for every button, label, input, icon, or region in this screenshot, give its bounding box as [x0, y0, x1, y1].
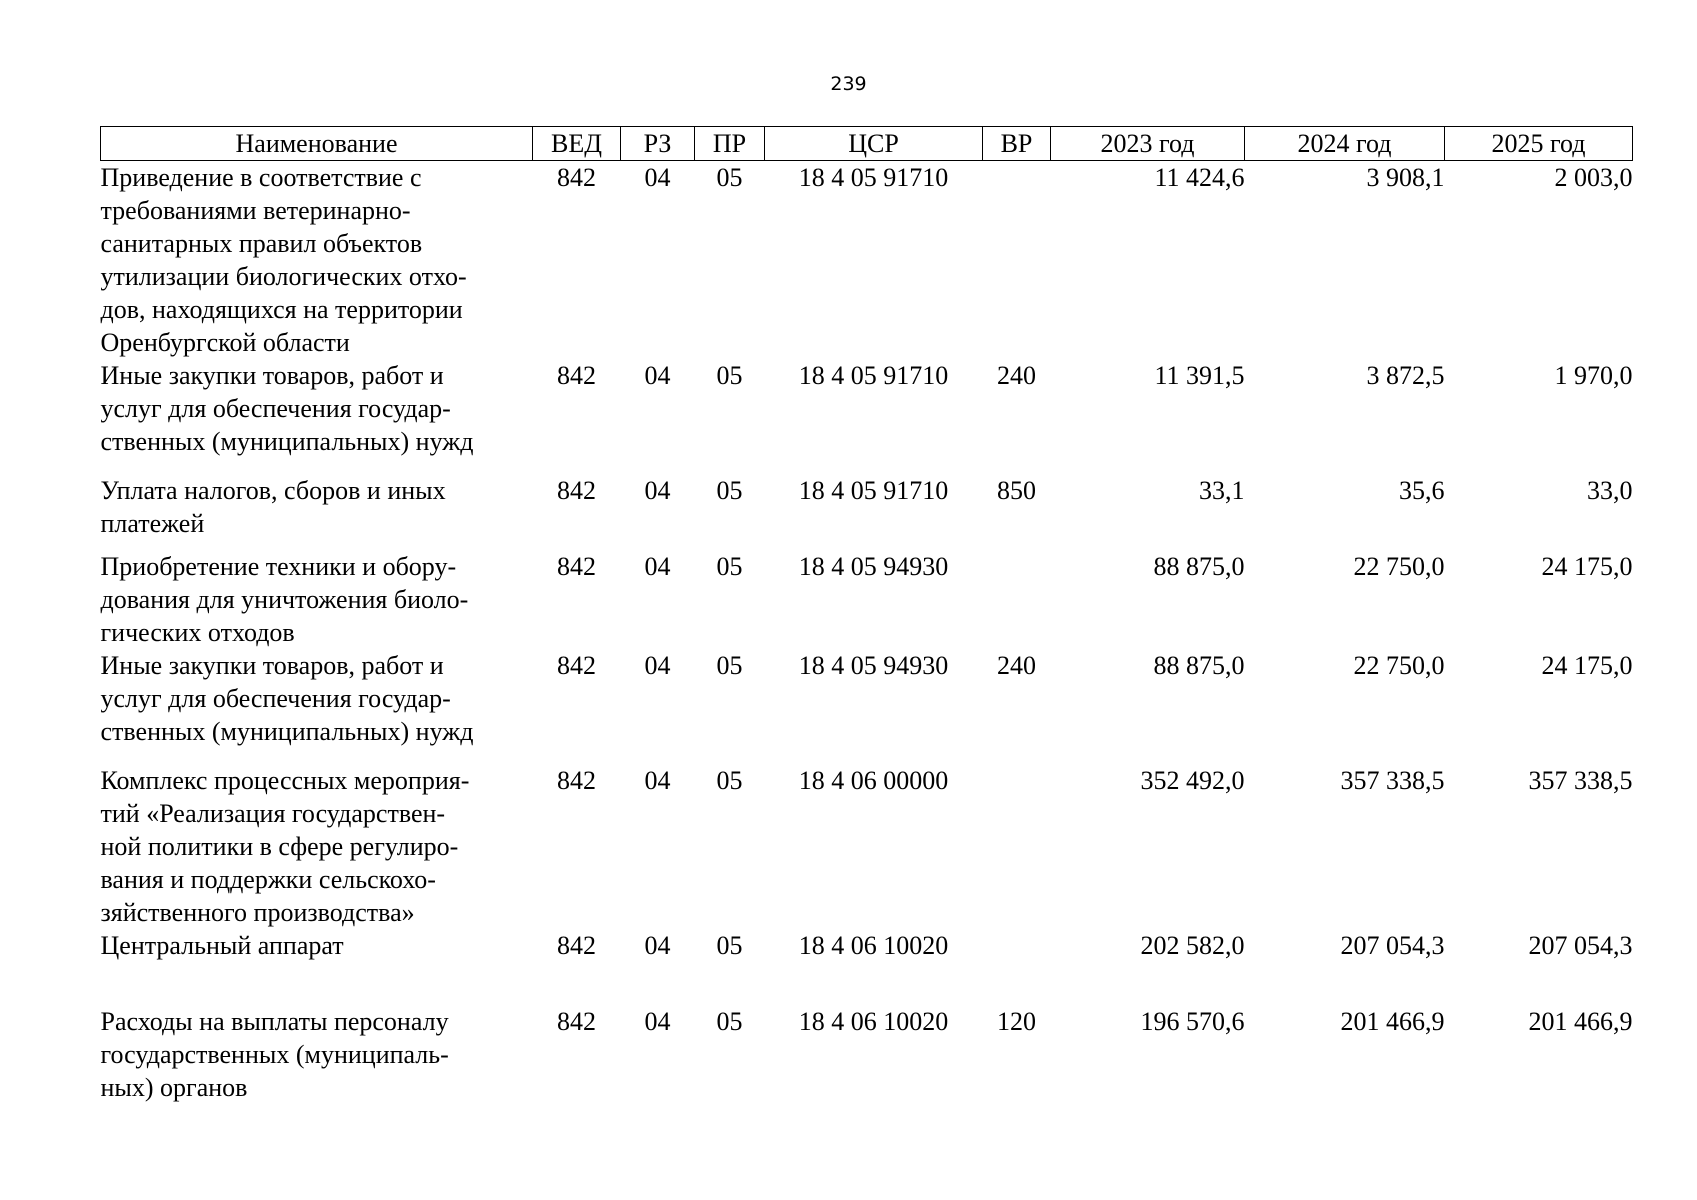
cell-pr: 05: [716, 552, 743, 581]
name-line: ственных (муниципальных) нужд: [100, 427, 474, 456]
cell-vr: 240: [997, 361, 1036, 390]
cell-2024: 22 750,0: [1353, 552, 1445, 581]
cell-2025: 2 003,0: [1554, 163, 1633, 192]
name-line: Иные закупки товаров, работ и: [100, 361, 444, 390]
header-2025: 2025 год: [1445, 127, 1633, 161]
cell-ved: 842: [557, 766, 596, 795]
cell-2025: 1 970,0: [1554, 361, 1633, 390]
cell-2024: 207 054,3: [1340, 931, 1445, 960]
cell-2024: 3 908,1: [1366, 163, 1445, 192]
cell-pr: 05: [716, 931, 743, 960]
cell-rz: 04: [644, 552, 671, 581]
name-line: услуг для обеспечения государ-: [100, 684, 451, 713]
cell-rz: 04: [644, 931, 671, 960]
cell-vr: 120: [997, 1007, 1036, 1036]
row-name: [101, 929, 533, 1005]
cell-rz: 04: [644, 163, 671, 192]
cell-pr: 05: [716, 651, 743, 680]
cell-2023: 88 875,0: [1153, 552, 1245, 581]
cell-2025: 33,0: [1587, 476, 1633, 505]
name-line: Комплекс процессных мероприя-: [100, 766, 470, 795]
cell-pr: 05: [716, 1007, 743, 1036]
name-line: дов, находящихся на территории: [100, 295, 463, 324]
budget-table: [100, 126, 1633, 1105]
cell-ved: 842: [557, 1007, 596, 1036]
name-line: Оренбургской области: [100, 328, 350, 357]
name-line: гических отходов: [100, 618, 295, 647]
cell-vr: [983, 550, 1051, 649]
name-line: Приобретение техники и обору-: [100, 552, 457, 581]
name-line: Расходы на выплаты персоналу: [100, 1007, 449, 1036]
name-line: Приведение в соответствие с: [100, 163, 422, 192]
cell-2025: 201 466,9: [1528, 1007, 1633, 1036]
name-line: Иные закупки товаров, работ и: [100, 651, 444, 680]
cell-rz: 04: [644, 361, 671, 390]
cell-2025: 207 054,3: [1528, 931, 1633, 960]
cell-2023: 11 424,6: [1154, 163, 1245, 192]
header-2023: 2023 год: [1051, 127, 1245, 161]
cell-csr: 18 4 06 10020: [798, 1007, 949, 1036]
name-line: ственных (муниципальных) нужд: [100, 717, 474, 746]
cell-csr: 18 4 05 91710: [798, 361, 949, 390]
cell-ved: 842: [557, 552, 596, 581]
page-number: 239: [830, 73, 867, 95]
row-name: [101, 161, 533, 360]
header-rz: РЗ: [621, 127, 695, 161]
cell-2025: 357 338,5: [1528, 766, 1633, 795]
table-row: [101, 929, 1633, 1005]
cell-pr: 05: [716, 766, 743, 795]
table-row: [101, 161, 1633, 360]
cell-pr: 05: [716, 163, 743, 192]
table-row: [101, 474, 1633, 550]
name-line: зяйственного производства»: [100, 898, 415, 927]
cell-2023: 88 875,0: [1153, 651, 1245, 680]
cell-pr: 05: [716, 361, 743, 390]
name-line: платежей: [100, 509, 205, 538]
row-name: [101, 649, 533, 764]
cell-csr: 18 4 05 91710: [798, 163, 949, 192]
cell-2025: 24 175,0: [1541, 651, 1633, 680]
name-line: услуг для обеспечения государ-: [100, 394, 451, 423]
cell-vr: 850: [997, 476, 1036, 505]
cell-2024: 35,6: [1399, 476, 1445, 505]
cell-csr: 18 4 06 10020: [798, 931, 949, 960]
name-line: Центральный аппарат: [100, 931, 344, 960]
name-line: вания и поддержки сельскохо-: [100, 865, 436, 894]
table-row: [101, 1005, 1633, 1105]
cell-2024: 201 466,9: [1340, 1007, 1445, 1036]
cell-2025: 24 175,0: [1541, 552, 1633, 581]
table-row: [101, 550, 1633, 649]
table-row: [101, 359, 1633, 474]
cell-rz: 04: [644, 651, 671, 680]
name-line: требованиями ветеринарно-: [100, 196, 411, 225]
cell-vr: [983, 764, 1051, 929]
cell-ved: 842: [557, 361, 596, 390]
cell-2024: 22 750,0: [1353, 651, 1445, 680]
cell-csr: 18 4 05 91710: [798, 476, 949, 505]
cell-2023: 352 492,0: [1140, 766, 1245, 795]
header-vr: ВР: [983, 127, 1051, 161]
name-line: ных) органов: [100, 1073, 248, 1102]
cell-ved: 842: [557, 476, 596, 505]
cell-ved: 842: [557, 163, 596, 192]
table-header-row: [101, 127, 1633, 161]
cell-2024: 3 872,5: [1366, 361, 1445, 390]
name-line: ной политики в сфере регулиро-: [100, 832, 459, 861]
cell-2023: 11 391,5: [1154, 361, 1245, 390]
cell-ved: 842: [557, 651, 596, 680]
cell-vr: [983, 929, 1051, 1005]
name-line: тий «Реализация государствен-: [100, 799, 446, 828]
table-row: [101, 649, 1633, 764]
cell-pr: 05: [716, 476, 743, 505]
cell-csr: 18 4 06 00000: [798, 766, 949, 795]
name-line: санитарных правил объектов: [100, 229, 423, 258]
name-line: утилизации биологических отхо-: [100, 262, 467, 291]
cell-ved: 842: [557, 931, 596, 960]
name-line: государственных (муниципаль-: [100, 1040, 449, 1069]
cell-csr: 18 4 05 94930: [798, 552, 949, 581]
table-row: [101, 764, 1633, 929]
row-name: [101, 474, 533, 550]
header-pr: ПР: [695, 127, 765, 161]
cell-vr: 240: [997, 651, 1036, 680]
header-csr: ЦСР: [765, 127, 983, 161]
cell-rz: 04: [644, 1007, 671, 1036]
cell-vr: [983, 161, 1051, 360]
name-line: Уплата налогов, сборов и иных: [100, 476, 446, 505]
name-line: дования для уничтожения биоло-: [100, 585, 469, 614]
cell-2023: 33,1: [1199, 476, 1245, 505]
row-name: [101, 359, 533, 474]
cell-rz: 04: [644, 476, 671, 505]
header-2024: 2024 год: [1245, 127, 1445, 161]
cell-2024: 357 338,5: [1340, 766, 1445, 795]
row-name: [101, 764, 533, 929]
cell-csr: 18 4 05 94930: [798, 651, 949, 680]
header-ved: ВЕД: [533, 127, 621, 161]
cell-2023: 202 582,0: [1140, 931, 1245, 960]
row-name: [101, 1005, 533, 1105]
cell-2023: 196 570,6: [1140, 1007, 1245, 1036]
header-name: Наименование: [101, 127, 533, 161]
cell-rz: 04: [644, 766, 671, 795]
row-name: [101, 550, 533, 649]
